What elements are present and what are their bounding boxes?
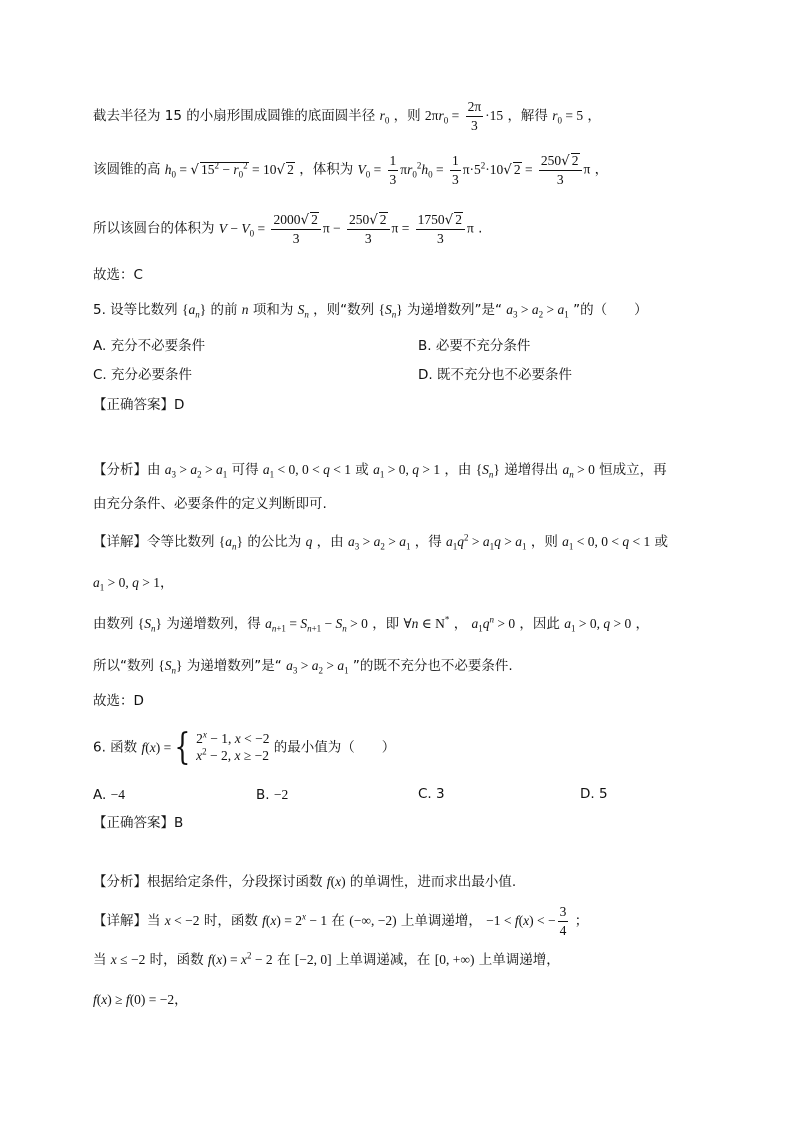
option-d[interactable]: D. 5 bbox=[580, 786, 608, 802]
correct-answer-6: 【正确答案】B bbox=[93, 815, 184, 831]
text: 【详解】当 bbox=[93, 913, 161, 930]
analysis-5: 【分析】由 $a_3 > a_2 > a_1$ 可得 $a_1 < 0$, 0 < q < 1 或 $a_1 > 0$, q > 1 ，由 $\{S_n\}$ 递增得出 $a_n > 0$ 恒成立，再 bbox=[93, 462, 667, 480]
text: 项和为 bbox=[252, 302, 294, 318]
text: ，得 bbox=[414, 534, 442, 550]
math-eq: $V_0$ = bbox=[357, 161, 382, 180]
math-eq: $2\pi r_0$ = bbox=[424, 108, 460, 126]
text: ， bbox=[587, 108, 601, 125]
correct-answer-5: 【正确答案】D bbox=[93, 397, 185, 413]
text: 由数列 bbox=[93, 616, 134, 632]
math-eq: $V - V_0$ = bbox=[218, 220, 266, 239]
text: ”的既不充分也不必要条件. bbox=[352, 658, 513, 674]
text: ，则 bbox=[530, 534, 558, 550]
text: 当 bbox=[93, 952, 107, 968]
text: 为递增数列”是“ bbox=[186, 658, 282, 674]
option-c[interactable]: C. 充分必要条件 bbox=[93, 367, 193, 383]
text: 时，函数 bbox=[149, 952, 204, 968]
text: 6. 函数 bbox=[93, 739, 138, 756]
solution-line-2: 该圆锥的高 $h_0$ = √ $15^2 - r_0^2 = 10√$ 2 ，体积为 $V_0$ = $\frac{1}{3}$ $\pi r_0^2h_0$ = $\frac{1}{3}$ $\pi\cdot 5^2\cdot 10√$ 2 = $\frac{250√ 2}{3}$ π ， bbox=[93, 152, 609, 188]
text: 【分析】由 bbox=[93, 462, 161, 478]
text: ”的（ ） bbox=[573, 302, 648, 318]
text: 或 bbox=[654, 534, 669, 550]
analysis-6: 【分析】根据给定条件，分段探讨函数 f(x) 的单调性，进而求出最小值. bbox=[93, 874, 517, 890]
detail-6-line2: 当 x ≤ −2 时，函数 $f(x) = x^2 - 2$ 在 [−2, 0] 上单调递减，在 [0, +∞) 上单调递增， bbox=[93, 950, 560, 968]
question-6-stem bbox=[93, 727, 396, 768]
text: 【分析】根据给定条件，分段探讨函数 bbox=[93, 874, 323, 890]
text: ，则“数列 bbox=[313, 302, 375, 318]
math-eq: $r_0 = 5$ bbox=[552, 108, 584, 126]
math-r0: $r_0$ bbox=[379, 108, 390, 126]
text: . bbox=[478, 220, 483, 237]
text: ； bbox=[574, 913, 589, 930]
text: 上单调递增， bbox=[478, 952, 560, 968]
detail-5-line4: 所以“数列 $\{S_n\}$ 为递增数列”是“ $a_3 > a_2 > a_1$ ”的既不充分也不必要条件. bbox=[93, 658, 513, 676]
text: ，即 bbox=[372, 616, 400, 632]
detail-6: 【详解】当 x < −2 时，函数 $f(x) = 2^x - 1$ 在 (−∞, −2) 上单调递增， −1 < f(x) < − $\frac{3}{4}$ ； bbox=[93, 904, 589, 939]
text: 的最小值为（ ） bbox=[273, 739, 396, 756]
text: 递增得出 bbox=[504, 462, 559, 478]
text: 【详解】令等比数列 bbox=[93, 534, 215, 550]
option-a[interactable]: A. −4 bbox=[93, 787, 125, 803]
solution-line-3: 所以该圆台的体积为 $V - V_0$ = $\frac{2000√ 2}{3}$ π − $\frac{250√ 2}{3}$ π = $\frac{1750√ 2}{3}$ π . bbox=[93, 212, 483, 247]
text: ， bbox=[453, 616, 468, 632]
text: ， bbox=[160, 575, 174, 591]
text: ，因此 bbox=[519, 616, 560, 632]
answer-5: 故选：D bbox=[93, 693, 144, 709]
text: 时，函数 bbox=[203, 913, 258, 930]
text: 在 bbox=[331, 913, 345, 930]
text: 的单调性，进而求出最小值. bbox=[349, 874, 517, 890]
text: ， bbox=[594, 161, 609, 178]
text: ，由 bbox=[444, 462, 472, 478]
option-b[interactable]: B. 必要不充分条件 bbox=[418, 338, 531, 354]
analysis-5-cont: 由充分条件、必要条件的定义判断即可. bbox=[93, 496, 327, 512]
text: 该圆锥的高 bbox=[93, 161, 161, 178]
fraction: $\frac{2\pi}{3}$ bbox=[467, 99, 482, 134]
detail-5-line3: 由数列 $\{S_n\}$ 为递增数列，得 $a_{n+1} = S_{n+1} - S_n > 0$ ，即 ∀n ∈ N* ， $a_1q^n > 0$ ，因此 $a_1 > 0$, q > 0 ， bbox=[93, 614, 649, 634]
math-eq: $h_0$ = √ $15^2 - r_0^2 = 10√$ 2 bbox=[164, 160, 294, 180]
detail-6-line3: f(x) ≥ f(0) = −2， bbox=[93, 992, 188, 1008]
text: 5. 设等比数列 bbox=[93, 302, 178, 318]
option-c[interactable]: C. 3 bbox=[418, 786, 445, 802]
text: ， bbox=[174, 992, 188, 1008]
text: 可得 bbox=[231, 462, 259, 478]
text: 上单调递增， bbox=[400, 913, 482, 930]
text: 上单调递减，在 bbox=[335, 952, 431, 968]
question-5-stem: 5. 设等比数列 $\{a_n\}$ 的前 n 项和为 $S_n$ ，则“数列 $\{S_n\}$ 为递增数列”是“ $a_3 > a_2 > a_1$ ”的（ ） bbox=[93, 302, 648, 320]
piecewise-function: f(x) = { $2^x - 1$, x < −2 $x^2 - 2$, x ≥ −2 bbox=[141, 727, 270, 768]
text: 为递增数列”是“ bbox=[406, 302, 502, 318]
text: 为递增数列，得 bbox=[166, 616, 261, 632]
text: ， bbox=[635, 616, 649, 632]
text: 的公比为 bbox=[247, 534, 302, 550]
text: 的前 bbox=[210, 302, 238, 318]
detail-5: 【详解】令等比数列 $\{a_n\}$ 的公比为 q ，由 $a_3 > a_2 > a_1$ ，得 $a_1q^2 > a_1q > a_1$ ，则 $a_1 < 0$, 0 < q < 1 或 bbox=[93, 532, 669, 552]
solution-line-1: 截去半径为 15 的小扇形围成圆锥的底面圆半径 $r_0$ ，则 $2\pi r_0$ = $\frac{2\pi}{3}$ ·15 ，解得 $r_0 = 5$ ， bbox=[93, 99, 601, 134]
text: 所以“数列 bbox=[93, 658, 154, 674]
detail-5-cont: $a_1 > 0$, q > 1， bbox=[93, 575, 174, 593]
option-a[interactable]: A. 充分不必要条件 bbox=[93, 338, 206, 354]
text: ，则 bbox=[393, 108, 421, 125]
text: 恒成立，再 bbox=[599, 462, 667, 478]
text: ，体积为 bbox=[299, 161, 354, 178]
text: ，解得 bbox=[507, 108, 548, 125]
option-b[interactable]: B. −2 bbox=[256, 787, 289, 803]
text: 所以该圆台的体积为 bbox=[93, 220, 215, 237]
text: 或 bbox=[355, 462, 369, 478]
option-d[interactable]: D. 既不充分也不必要条件 bbox=[418, 367, 572, 383]
answer-4: 故选：C bbox=[93, 267, 143, 283]
text: 在 bbox=[276, 952, 291, 968]
text: ，由 bbox=[316, 534, 344, 550]
text: 截去半径为 15 的小扇形围成圆锥的底面圆半径 bbox=[93, 108, 376, 125]
